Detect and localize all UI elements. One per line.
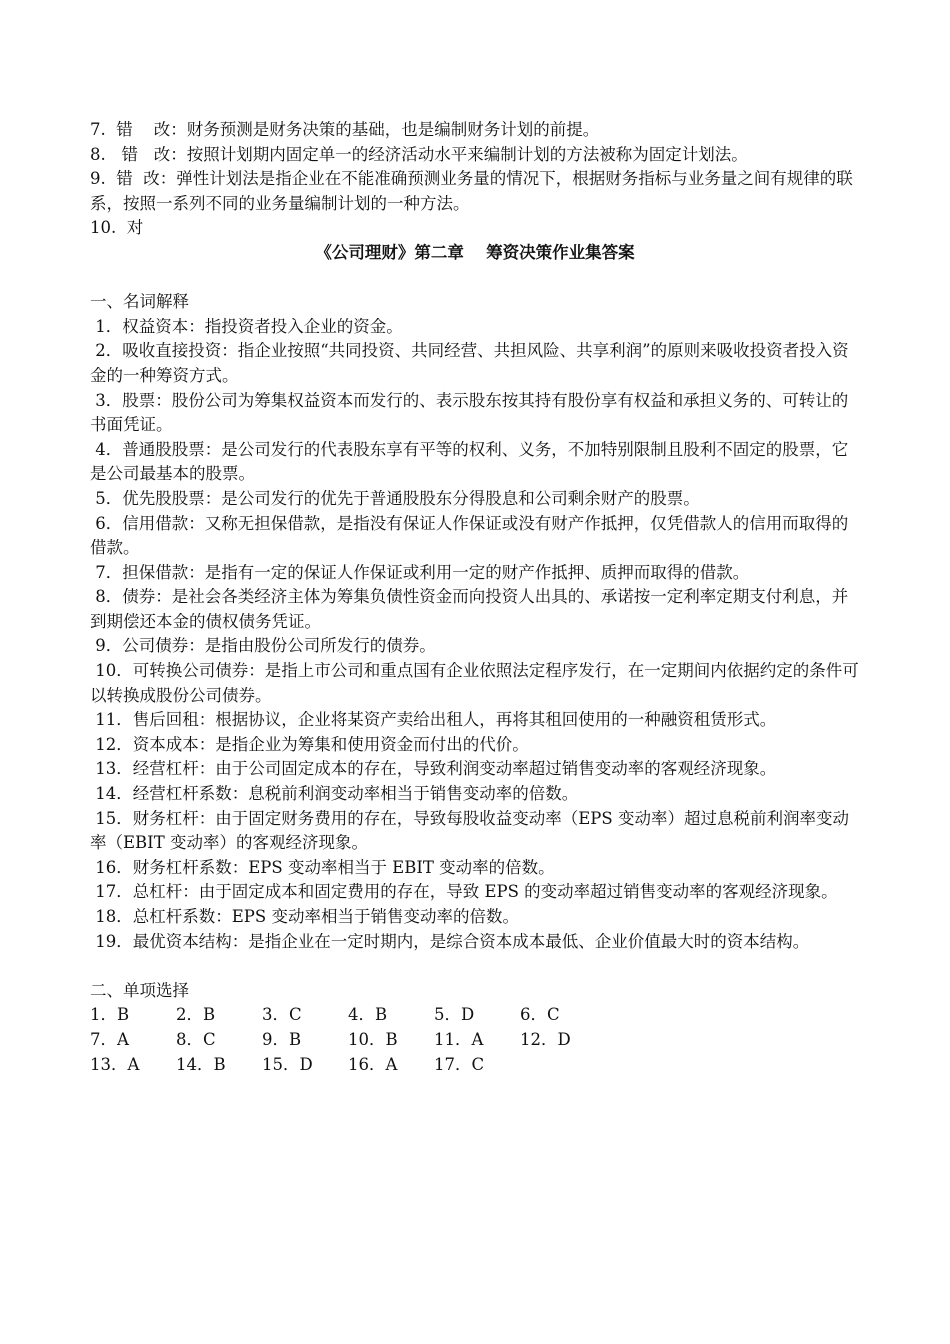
term-item: 13．经营杠杆：由于公司固定成本的存在，导致利润变动率超过销售变动率的客观经济现象。 <box>90 759 777 779</box>
choice-answer: 2．B <box>176 1005 216 1025</box>
prev-answer-8: 8. 错 改：按照计划期内固定单一的经济活动水平来编制计划的方法被称为固定计划法。 <box>90 144 748 164</box>
term-item: 12．资本成本：是指企业为筹集和使用资金而付出的代价。 <box>90 734 529 754</box>
document-page <box>90 118 860 1077</box>
choice-answer: 15．D <box>262 1054 313 1074</box>
spacer <box>90 266 860 291</box>
section-heading-terms: 一、名词解释 <box>90 292 189 312</box>
term-item: 9．公司债券：是指由股份公司所发行的债券。 <box>90 636 436 656</box>
prev-answer-7: 7. 错 改：财务预测是财务决策的基础，也是编制财务计划的前提。 <box>90 120 600 139</box>
choice-answer: 1．B <box>90 1005 130 1025</box>
chapter-title: 《公司理财》第二章 筹资决策作业集答案 <box>315 242 635 262</box>
spacer <box>90 954 860 979</box>
choice-answer: 13．A <box>90 1054 140 1074</box>
term-item: 17．总杠杆：由于固定成本和固定费用的存在，导致 EPS 的变动率超过销售变动率的客观经济现象。 <box>90 882 838 902</box>
term-item: 4．普通股股票：是公司发行的代表股东享有平等的权利、义务，不加特别限制且股利不固定的股票，它是公司最基本的股票。 <box>90 439 849 484</box>
term-item: 16．财务杠杆系数：EPS 变动率相当于 EBIT 变动率的倍数。 <box>90 857 555 877</box>
choice-answer: 7．A <box>90 1029 129 1049</box>
choice-answer: 6．C <box>520 1005 560 1025</box>
choice-answer: 5．D <box>434 1005 475 1025</box>
prev-answer-10: 10. 对 <box>90 218 144 238</box>
term-item: 3．股票：股份公司为筹集权益资本而发行的、表示股东按其持有股份享有权益和承担义务的、可转让的书面凭证。 <box>90 390 849 435</box>
choice-row <box>90 1053 860 1078</box>
choice-answer: 8．C <box>176 1029 216 1049</box>
choice-answer: 9．B <box>262 1029 302 1049</box>
term-item: 18．总杠杆系数：EPS 变动率相当于销售变动率的倍数。 <box>90 907 519 926</box>
term-item: 5．优先股股票：是公司发行的优先于普通股股东分得股息和公司剩余财产的股票。 <box>90 488 700 508</box>
choice-answer: 17．C <box>434 1054 485 1074</box>
term-item: 14．经营杠杆系数：息税前利润变动率相当于销售变动率的倍数。 <box>90 784 579 804</box>
choice-answer: 10．B <box>348 1029 398 1049</box>
section-heading-choices: 二、单项选择 <box>90 980 189 1000</box>
term-item: 19．最优资本结构：是指企业在一定时期内，是综合资本成本最低、企业价值最大时的资本结构。 <box>90 931 810 951</box>
choice-answer: 16．A <box>348 1054 398 1074</box>
choice-answer: 11．A <box>434 1029 484 1049</box>
choice-row <box>90 1003 860 1028</box>
choice-answer: 12．D <box>520 1029 571 1049</box>
term-item: 7．担保借款：是指有一定的保证人作保证或利用一定的财产作抵押、质押而取得的借款。 <box>90 562 750 582</box>
term-item: 2．吸收直接投资：指企业按照“共同投资、共同经营、共担风险、共享利润”的原则来吸收投资者投入资金的一种筹资方式。 <box>90 341 849 385</box>
term-item: 1．权益资本：指投资者投入企业的资金。 <box>90 316 403 336</box>
term-item: 11．售后回租：根据协议，企业将某资产卖给出租人，再将其租回使用的一种融资租赁形式。 <box>90 710 777 730</box>
choice-answer: 14．B <box>176 1054 226 1074</box>
term-item: 6．信用借款：又称无担保借款，是指没有保证人作保证或没有财产作抵押，仅凭借款人的信用而取得的借款。 <box>90 513 849 558</box>
term-item: 8．债券：是社会各类经济主体为筹集负债性资金而向投资人出具的、承诺按一定利率定期支付利息，并到期偿还本金的债权债务凭证。 <box>90 587 849 631</box>
choice-answer: 3．C <box>262 1005 302 1025</box>
term-item: 15．财务杠杆：由于固定财务费用的存在，导致每股收益变动率（EPS 变动率）超过息税前利润率变动率（EBIT 变动率）的客观经济现象。 <box>90 808 849 853</box>
prev-answer-9: 9. 错 改：弹性计划法是指企业在不能准确预测业务量的情况下，根据财务指标与业务量之间有规律的联系，按照一系列不同的业务量编制计划的一种方法。 <box>90 169 853 213</box>
choice-answer: 4．B <box>348 1005 388 1025</box>
term-item: 10．可转换公司债券：是指上市公司和重点国有企业依照法定程序发行，在一定期间内依据约定的条件可以转换成股份公司债券。 <box>90 661 859 705</box>
choice-row <box>90 1028 860 1053</box>
